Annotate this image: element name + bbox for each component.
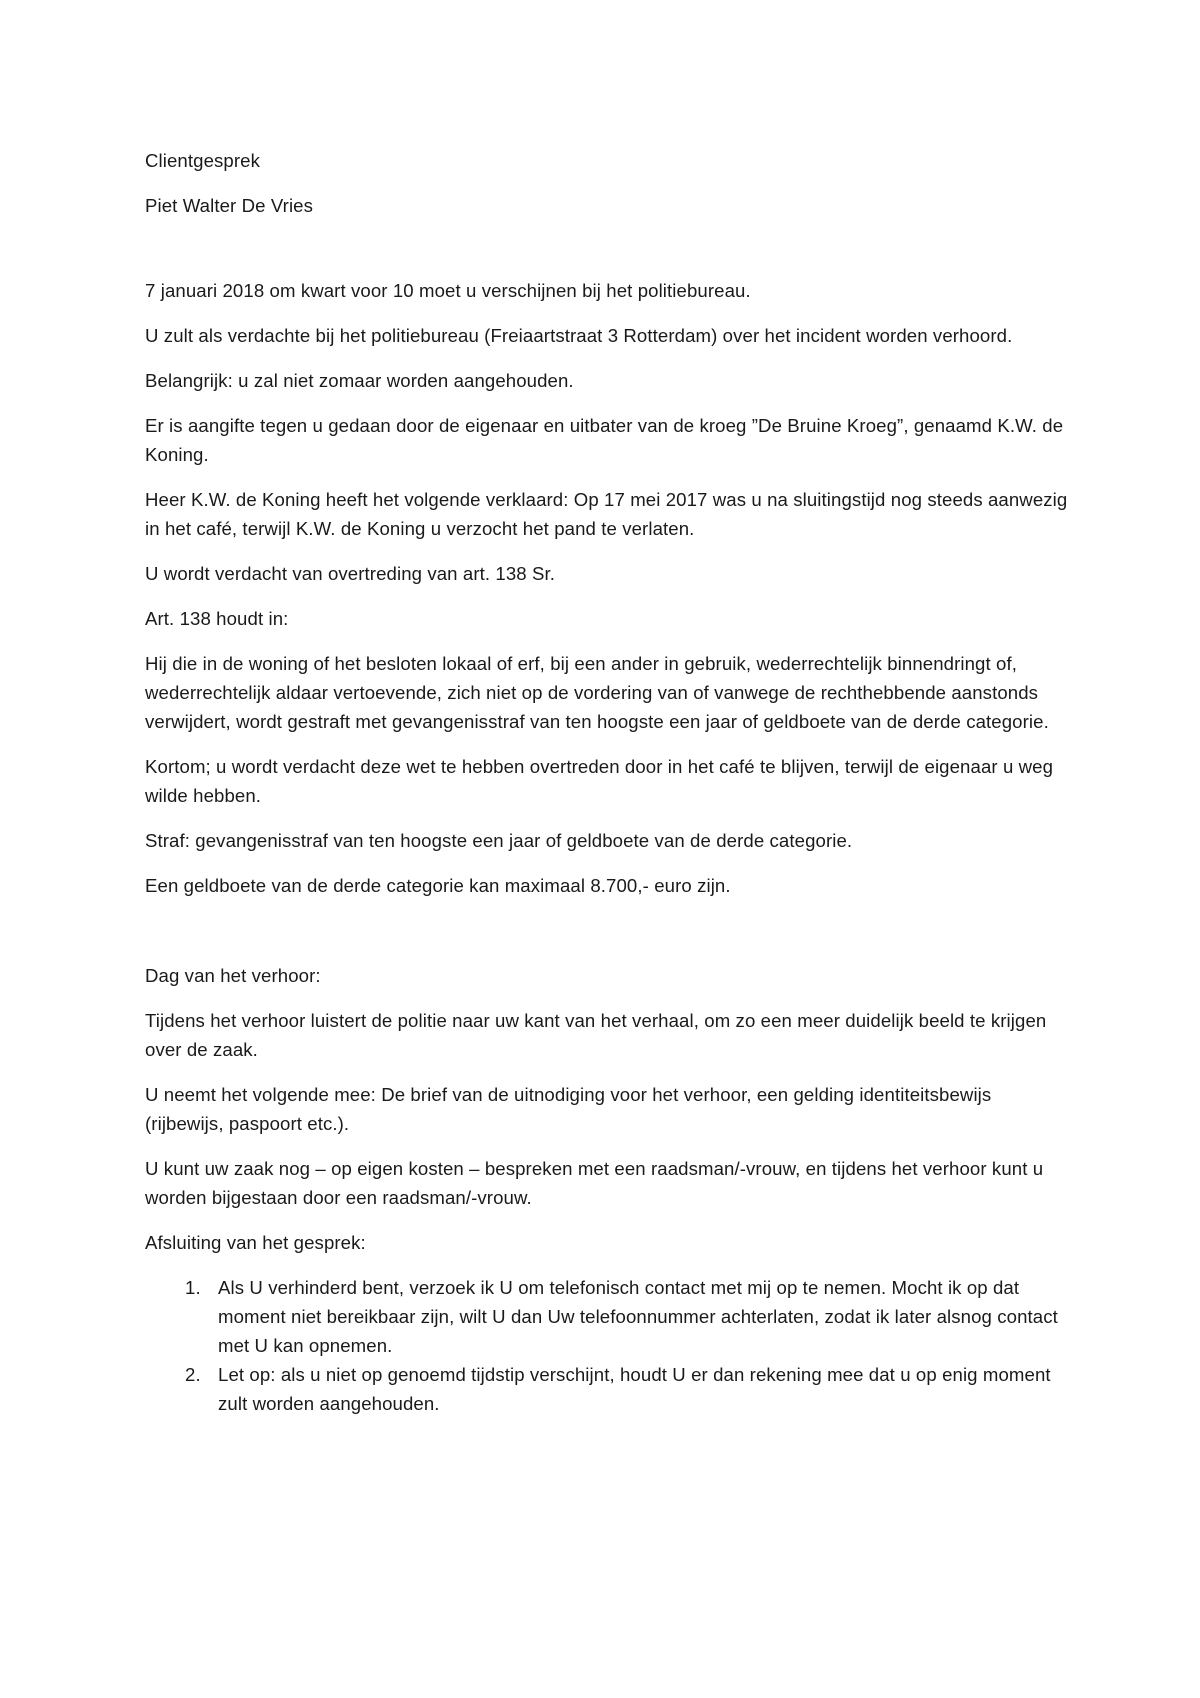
spacer — [145, 236, 1075, 276]
list-item-number: 2. — [185, 1364, 201, 1385]
paragraph-fine: Een geldboete van de derde categorie kan maximaal 8.700,- euro zijn. — [145, 875, 731, 896]
paragraph-appointment: 7 januari 2018 om kwart voor 10 moet u verschijnen bij het politiebureau. — [145, 280, 751, 301]
paragraph-hearing-listen: Tijdens het verhoor luistert de politie naar uw kant van het verhaal, om zo een meer duidelijk beeld te krijgen over de zaak. — [145, 1010, 1047, 1060]
list-item-number: 1. — [185, 1277, 201, 1298]
paragraph-summary: Kortom; u wordt verdacht deze wet te hebben overtreden door in het café te blijven, terwijl de eigenaar u weg wilde hebben. — [145, 756, 1054, 806]
paragraph-statement: Heer K.W. de Koning heeft het volgende verklaard: Op 17 mei 2017 was u na sluitingstijd nog steeds aanwezig in het café, terwijl K.W. de Koning u verzocht het pand te verlaten. — [145, 489, 1068, 539]
paragraph-important: Belangrijk: u zal niet zomaar worden aangehouden. — [145, 370, 574, 391]
document-body — [145, 146, 1075, 1418]
paragraph-penalty: Straf: gevangenisstraf van ten hoogste een jaar of geldboete van de derde categorie. — [145, 830, 853, 851]
paragraph-article-intro: Art. 138 houdt in: — [145, 608, 289, 629]
heading-closing: Afsluiting van het gesprek: — [145, 1232, 366, 1253]
paragraph-complaint: Er is aangifte tegen u gedaan door de eigenaar en uitbater van de kroeg ”De Bruine Kroeg”, genaamd K.W. de Koning. — [145, 415, 1064, 465]
paragraph-counsel: U kunt uw zaak nog – op eigen kosten – bespreken met een raadsman/-vrouw, en tijdens het verhoor kunt u worden bijgestaan door een raadsman/-vrouw. — [145, 1158, 1044, 1208]
paragraph-article-text: Hij die in de woning of het besloten lokaal of erf, bij een ander in gebruik, wederrechtelijk binnendringt of, wederrechtelijk aldaar vertoevende, zich niet op de vordering van of vanwege de rechthebbende aanstonds verwijdert, wordt gestraft met gevangenisstraf van ten hoogste een jaar of geldboete van de derde categorie. — [145, 653, 1049, 732]
list-item — [145, 1360, 1075, 1418]
list-item-text: Let op: als u niet op genoemd tijdstip verschijnt, houdt U er dan rekening mee dat u op enig moment zult worden aangehouden. — [218, 1364, 1051, 1414]
spacer — [145, 916, 1075, 961]
paragraph-suspect: U zult als verdachte bij het politiebureau (Freiaartstraat 3 Rotterdam) over het incident worden verhoord. — [145, 325, 1013, 346]
list-item-text: Als U verhinderd bent, verzoek ik U om telefonisch contact met mij op te nemen. Mocht ik op dat moment niet bereikbaar zijn, wilt U dan Uw telefoonnummer achterlaten, zodat ik later alsnog contact met U kan opnemen. — [218, 1277, 1058, 1356]
paragraph-bring-items: U neemt het volgende mee: De brief van de uitnodiging voor het verhoor, een gelding identiteitsbewijs (rijbewijs, paspoort etc.). — [145, 1084, 992, 1134]
closing-list — [145, 1273, 1075, 1418]
paragraph-suspected-violation: U wordt verdacht van overtreding van art. 138 Sr. — [145, 563, 556, 584]
list-item — [145, 1273, 1075, 1360]
client-name: Piet Walter De Vries — [145, 195, 314, 216]
heading-hearing-day: Dag van het verhoor: — [145, 965, 321, 986]
document-title: Clientgesprek — [145, 150, 260, 171]
